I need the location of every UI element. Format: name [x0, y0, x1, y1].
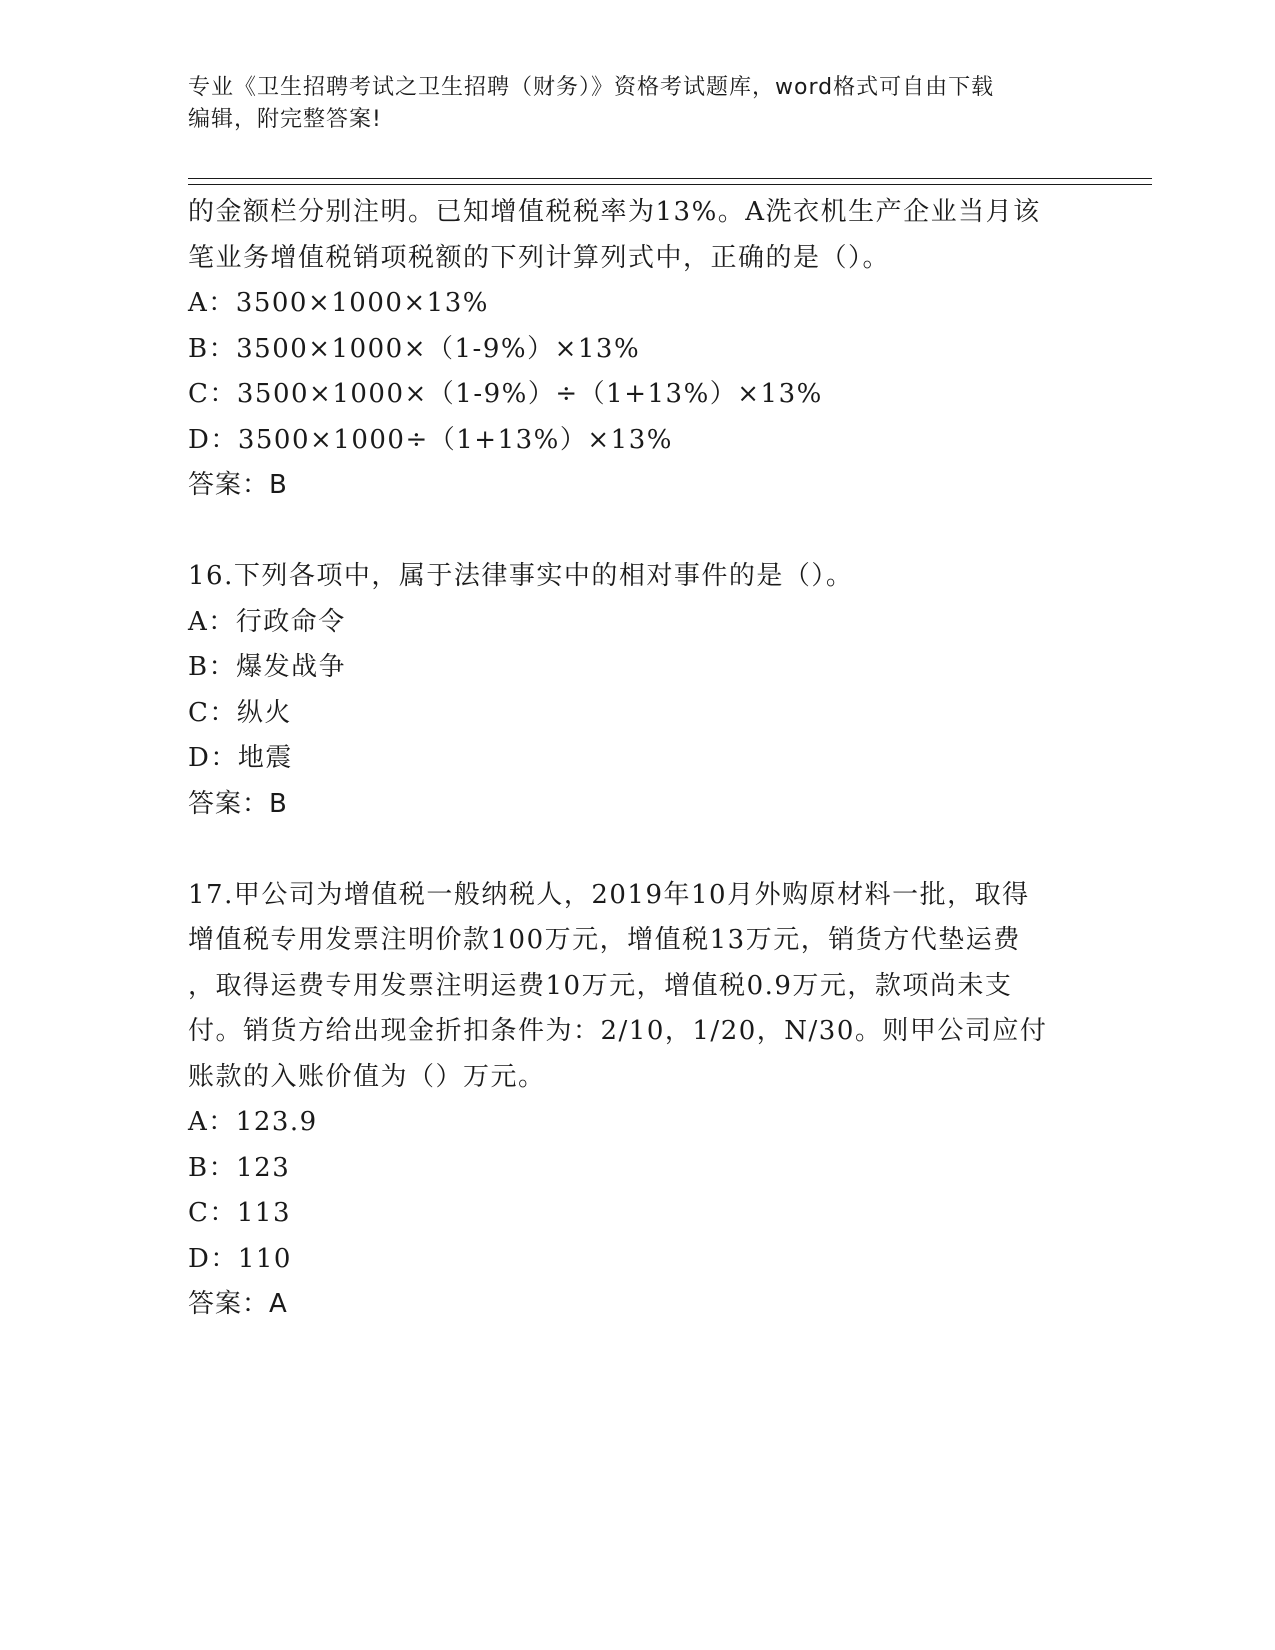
question-content — [188, 190, 1088, 1328]
question-15-stem-line-1: 的金额栏分别注明。已知增值税税率为13%。A洗衣机生产企业当月该 — [188, 197, 1041, 227]
header-divider-top — [188, 178, 1152, 179]
question-17-stem-line-3: ，取得运费专用发票注明运费10万元，增值税0.9万元，款项尚未支 — [188, 970, 1013, 1001]
question-17 — [188, 873, 1088, 1328]
spacer — [188, 509, 1088, 555]
question-15-option-a: A：3500×1000×13% — [188, 288, 489, 318]
question-16-option-b: B：爆发战争 — [188, 652, 347, 682]
question-16-option-c: C：纵火 — [188, 697, 292, 728]
question-15-option-d: D：3500×1000÷（1+13%）×13% — [188, 424, 673, 455]
document-header — [188, 72, 1068, 136]
question-15-stem-line-2: 笔业务增值税销项税额的下列计算列式中，正确的是（）。 — [188, 242, 891, 273]
question-17-option-a: A：123.9 — [188, 1107, 318, 1137]
question-15-option-b: B：3500×1000×（1-9%）×13% — [188, 333, 641, 364]
question-16-option-d: D：地震 — [188, 743, 293, 773]
header-line-2: 编辑，附完整答案! — [188, 107, 382, 132]
question-16-answer: 答案：B — [188, 788, 288, 819]
question-16-option-a: A：行政命令 — [188, 606, 346, 637]
question-17-option-c: C：113 — [188, 1198, 292, 1228]
question-17-stem-line-2: 增值税专用发票注明价款100万元，增值税13万元，销货方代垫运费 — [188, 925, 1021, 955]
question-17-answer: 答案：A — [188, 1289, 288, 1319]
question-15-option-c: C：3500×1000×（1-9%）÷（1+13%）×13% — [188, 379, 823, 409]
question-17-stem-line-4: 付。销货方给出现金折扣条件为：2/10，1/20，N/30。则甲公司应付 — [188, 1016, 1048, 1046]
header-line-1: 专业《卫生招聘考试之卫生招聘（财务）》资格考试题库，word格式可自由下载 — [188, 75, 995, 100]
question-17-stem-line-5: 账款的入账价值为（）万元。 — [188, 1061, 546, 1092]
question-17-stem-line-1: 17.甲公司为增值税一般纳税人，2019年10月外购原材料一批，取得 — [188, 879, 1030, 910]
question-17-option-d: D：110 — [188, 1243, 292, 1274]
question-15-answer: 答案：B — [188, 470, 288, 500]
question-15 — [188, 190, 1088, 509]
question-17-option-b: B：123 — [188, 1152, 291, 1183]
question-16 — [188, 554, 1088, 827]
spacer — [188, 827, 1088, 873]
question-16-stem-line-1: 16.下列各项中，属于法律事实中的相对事件的是（）。 — [188, 561, 854, 591]
header-divider-bottom — [188, 184, 1152, 185]
